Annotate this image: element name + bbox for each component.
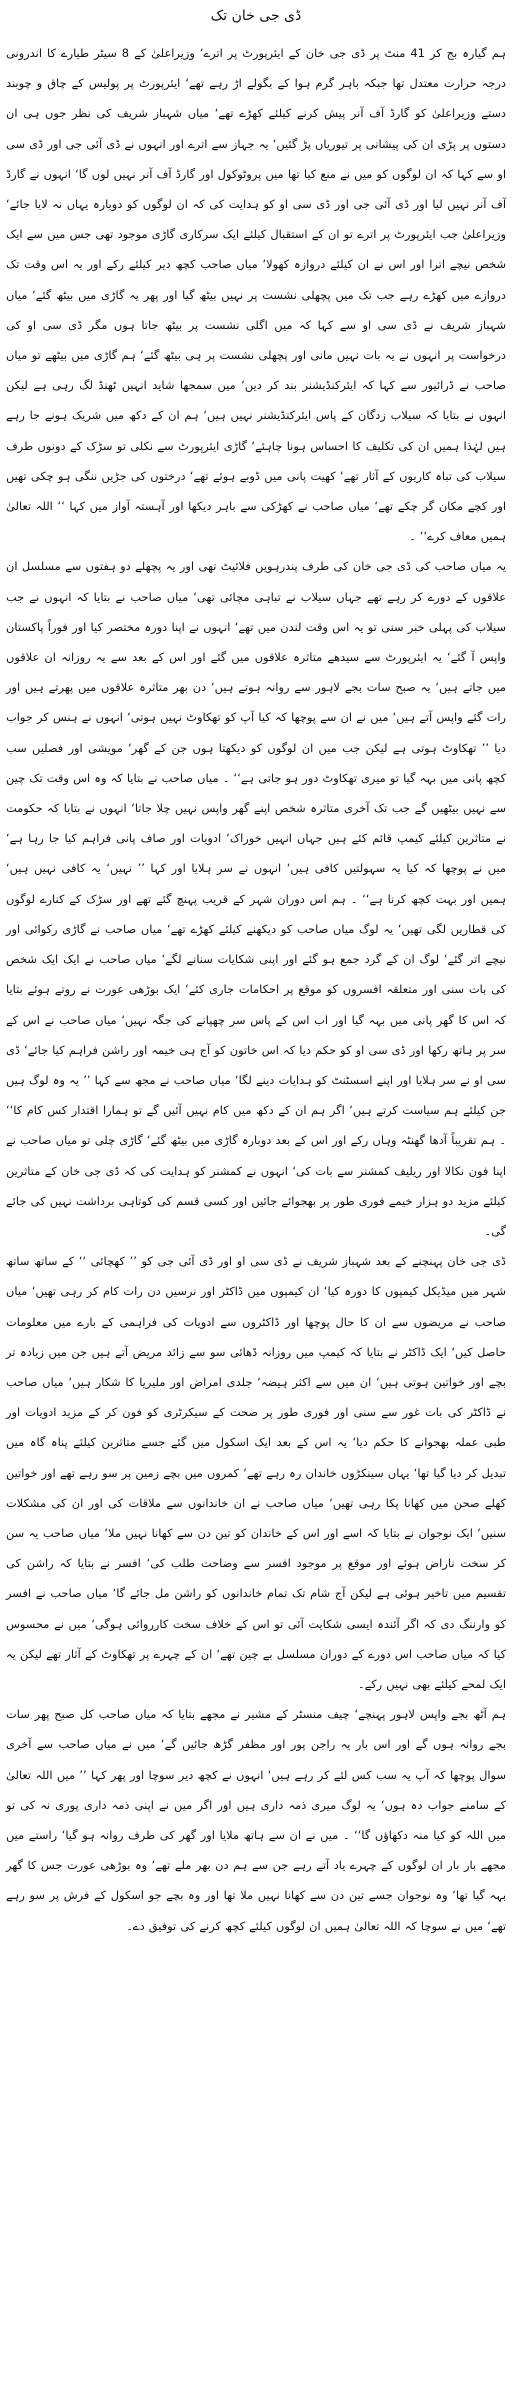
article-paragraph: ڈی جی خان پہنچنے کے بعد شہباز شریف نے ڈی سی او اور ڈی آئی جی کو ’’ کھچائی ‘‘ کے ساتھ ساتھ شہر میں میڈیکل کیمپوں کا دورہ کیا‘ ان کیمپوں میں ڈاکٹر اور نرسیں دن رات کام کر رہی تھیں‘ میاں صاحب نے مریضوں سے ان کا حال پوچھا اور ڈاکٹروں سے ادویات کی فراہمی کے بارے میں معلومات حاصل کیں‘ ایک ڈاکٹر نے بتایا کہ کیمپ میں روزانہ ڈھائی سو سے زائد مریض آتے ہیں جن میں زیادہ تر بچے اور خواتین ہوتی ہیں‘ ان میں سے اکثر ہیضہ‘ جلدی امراض اور ملیریا کا شکار ہیں‘ میاں صاحب نے ڈاکٹر کی بات غور سے سنی اور فوری طور پر صحت کے سیکرٹری کو فون کر کے مزید ادویات اور طبی عملہ بھجوانے کا حکم دیا‘ یہ اس کے بعد ایک اسکول میں گئے جسے متاثرین کیلئے پناہ گاہ میں تبدیل کر دیا گیا تھا‘ یہاں سینکڑوں خاندان رہ رہے تھے‘ کمروں میں بچے زمین پر سو رہے تھے اور خواتین کھلے صحن میں کھانا پکا رہی تھیں‘ میاں صاحب نے ان خاندانوں سے ملاقات کی اور ان کی مشکلات سنیں‘ ایک نوجوان نے بتایا کہ اسے اور اس کے خاندان کو تین دن سے کھانا نہیں ملا‘ میاں صاحب یہ سن کر سخت ناراض ہوئے اور موقع پر موجود افسر سے وضاحت طلب کی‘ افسر نے بتایا کہ راشن کی تقسیم میں تاخیر ہوئی ہے لیکن آج شام تک تمام خاندانوں کو راشن مل جائے گا‘ میاں صاحب نے افسر کو وارننگ دی کہ اگر آئندہ ایسی شکایت آئی تو اس کے خلاف سخت کارروائی ہوگی‘ میں نے محسوس کیا کہ میاں صاحب اس دورے کے دوران مسلسل بے چین تھے‘ ان کے چہرے پر تھکاوٹ کے آثار تھے لیکن یہ ایک لمحے کیلئے بھی نہیں رکے۔ bbox=[6, 1254, 506, 1691]
article-paragraph: یہ میاں صاحب کی ڈی جی خان کی طرف پندرہویں فلائیٹ تھی اور یہ پچھلے دو ہفتوں سے مسلسل ان علاقوں کے دورے کر رہے تھے جہاں سیلاب نے تباہی مچائی تھی‘ میاں صاحب نے بتایا کہ انہوں نے جب سیلاب کی پہلی خبر سنی تو یہ اس وقت لندن میں تھے‘ انہوں نے اپنا دورہ مختصر کیا اور فوراً پاکستان واپس آ گئے‘ یہ ایئرپورٹ سے سیدھے متاثرہ علاقوں میں گئے اور اس کے بعد سے یہ روزانہ ان علاقوں میں جاتے ہیں‘ یہ صبح سات بجے لاہور سے روانہ ہوتے ہیں‘ دن بھر متاثرہ علاقوں میں پھرتے ہیں اور رات گئے واپس آتے ہیں‘ میں نے ان سے پوچھا کہ کیا آپ کو تھکاوٹ نہیں ہوتی‘ انہوں نے ہنس کر جواب دیا ’’ تھکاوٹ ہوتی ہے لیکن جب میں ان لوگوں کو دیکھتا ہوں جن کے گھر‘ مویشی اور فصلیں سب کچھ پانی میں بہہ گیا تو میری تھکاوٹ دور ہو جاتی ہے‘‘ ۔ میاں صاحب نے بتایا کہ وہ اس وقت تک چین سے نہیں بیٹھیں گے جب تک آخری متاثرہ شخص اپنے گھر واپس نہیں چلا جاتا‘ انہوں نے بتایا کہ حکومت نے متاثرین کیلئے کیمپ قائم کئے ہیں جہاں انہیں خوراک‘ ادویات اور صاف پانی فراہم کیا جا رہا ہے‘ میں نے پوچھا کہ کیا یہ سہولتیں کافی ہیں‘ انہوں نے سر ہلایا اور کہا ’’ نہیں‘ یہ کافی نہیں ہیں‘ ہمیں اور بہت کچھ کرنا ہے‘‘ ۔ ہم اس دوران شہر کے قریب پہنچ گئے تھے اور سڑک کے کنارے لوگوں کی قطاریں لگی تھیں‘ یہ لوگ میاں صاحب کو دیکھنے کیلئے کھڑے تھے‘ میاں صاحب نے گاڑی رکوائی اور نیچے اتر گئے‘ لوگ ان کے گرد جمع ہو گئے اور اپنی شکایات سنانے لگے‘ میاں صاحب نے ایک ایک شخص کی بات سنی اور متعلقہ افسروں کو موقع پر احکامات جاری کئے‘ ایک بوڑھی عورت نے روتے ہوئے بتایا کہ اس کا گھر پانی میں بہہ گیا اور اب اس کے پاس سر چھپانے کی جگہ نہیں‘ میاں صاحب نے اس کے سر پر ہاتھ رکھا اور ڈی سی او کو حکم دیا کہ اس خاتون کو آج ہی خیمہ اور راشن فراہم کیا جائے‘ ڈی سی او نے سر ہلایا اور اپنے اسسٹنٹ کو ہدایات دینے لگا‘ میاں صاحب نے مجھ سے کہا ’’ یہ وہ لوگ ہیں جن کیلئے ہم سیاست کرتے ہیں‘ اگر ہم ان کے دکھ میں کام نہیں آئیں گے تو ہمارا اقتدار کس کام کا‘‘ ۔ ہم تقریباً آدھا گھنٹہ وہاں رکے اور اس کے بعد دوبارہ گاڑی میں بیٹھ گئے‘ گاڑی چلی تو میاں صاحب نے اپنا فون نکالا اور ریلیف کمشنر سے بات کی‘ انہوں نے کمشنر کو ہدایت کی کہ ڈی جی خان کے متاثرین کیلئے مزید دو ہزار خیمے فوری طور پر بھجوائے جائیں اور کسی قسم کی کوتاہی برداشت نہیں کی جائے گی۔ bbox=[6, 559, 506, 1238]
article-paragraph: ہم آٹھ بجے واپس لاہور پہنچے‘ چیف منسٹر کے مشیر نے مجھے بتایا کہ میاں صاحب کل صبح پھر سات بجے روانہ ہوں گے اور اس بار یہ راجن پور اور مظفر گڑھ جائیں گے‘ میں نے میاں صاحب سے آخری سوال پوچھا کہ آپ یہ سب کس لئے کر رہے ہیں‘ انہوں نے کچھ دیر سوچا اور پھر کہا ’’ میں اللہ تعالیٰ کے سامنے جواب دہ ہوں‘ یہ لوگ میری ذمہ داری ہیں اور اگر میں نے اپنی ذمہ داری پوری نہ کی تو میں اللہ کو کیا منہ دکھاؤں گا‘‘ ۔ میں نے ان سے ہاتھ ملایا اور گھر کی طرف روانہ ہو گیا‘ راستے میں مجھے بار بار ان لوگوں کے چہرے یاد آتے رہے جن سے ہم دن بھر ملے تھے‘ وہ بوڑھی عورت جس کا گھر بہہ گیا تھا‘ وہ نوجوان جسے تین دن سے کھانا نہیں ملا تھا اور وہ بچے جو اسکول کے فرش پر سو رہے تھے‘ میں نے سوچا کہ اللہ تعالیٰ ہمیں ان لوگوں کیلئے کچھ کرنے کی توفیق دے۔ bbox=[6, 1707, 506, 1933]
article-title: ڈی جی خان تک bbox=[210, 8, 302, 24]
article-paragraph: ہم گیارہ بج کر 41 منٹ پر ڈی جی خان کے ایئرپورٹ پر اترے‘ وزیراعلیٰ کے 8 سیٹر طیارے کا اندرونی درجہ حرارت معتدل تھا جبکہ باہر گرم ہوا کے بگولے اڑ رہے تھے‘ ایئرپورٹ پر پولیس کے چاق و چوبند دستے وزیراعلیٰ کو گارڈ آف آنر پیش کرنے کیلئے کھڑے تھے‘ میاں شہباز شریف کی نظر جوں ہی ان دستوں پر پڑی ان کی پیشانی پر تیوریاں پڑ گئیں‘ یہ جہاز سے اترے اور انہوں نے ڈی آئی جی اور ڈی سی او سے کہا کہ ان لوگوں کو میں نے منع کیا تھا میں پروٹوکول اور گارڈ آف آنر نہیں لوں گا‘ انہوں نے گارڈ آف آنر نہیں لیا اور ڈی آئی جی اور ڈی سی او کو ہدایت کی کہ ان لوگوں کو دوبارہ یہاں نہ لایا جائے‘ وزیراعلیٰ جب ایئرپورٹ پر اترے تو ان کے استقبال کیلئے ایک سرکاری گاڑی موجود تھی جس میں سے ایک شخص نیچے اترا اور اس نے ان کیلئے دروازہ کھولا‘ میاں صاحب کچھ دیر کیلئے رکے اور یہ اس وقت تک دروازے میں کھڑے رہے جب تک میں پچھلی نشست پر نہیں بیٹھ گیا اور پھر یہ گاڑی میں بیٹھ گئے‘ میاں شہباز شریف نے ڈی سی او سے کہا کہ میں اگلی نشست پر بیٹھ جاتا ہوں مگر ڈی سی او کی درخواست پر انہوں نے یہ بات نہیں مانی اور پچھلی نشست پر ہی بیٹھ گئے‘ ہم گاڑی میں بیٹھے تو میاں صاحب نے ڈرائیور سے کہا کہ ایئرکنڈیشنر بند کر دیں‘ میں سمجھا شاید انہیں ٹھنڈ لگ رہی ہے لیکن انہوں نے بتایا کہ سیلاب زدگان کے پاس ایئرکنڈیشنر نہیں ہیں‘ ہم ان کے دکھ میں شریک ہونے جا رہے ہیں لہٰذا ہمیں ان کی تکلیف کا احساس ہونا چاہئے‘ گاڑی ایئرپورٹ سے نکلی تو سڑک کے دونوں طرف سیلاب کی تباہ کاریوں کے آثار تھے‘ کھیت پانی میں ڈوبے ہوئے تھے‘ درختوں کی جڑیں ننگی ہو چکی تھیں اور کچے مکان گر چکے تھے‘ میاں صاحب نے کھڑکی سے باہر دیکھا اور آہستہ آواز میں کہا ‘‘ اللہ تعالیٰ ہمیں معاف کرے‘‘ ۔ bbox=[6, 46, 506, 544]
article-body bbox=[6, 38, 506, 1941]
